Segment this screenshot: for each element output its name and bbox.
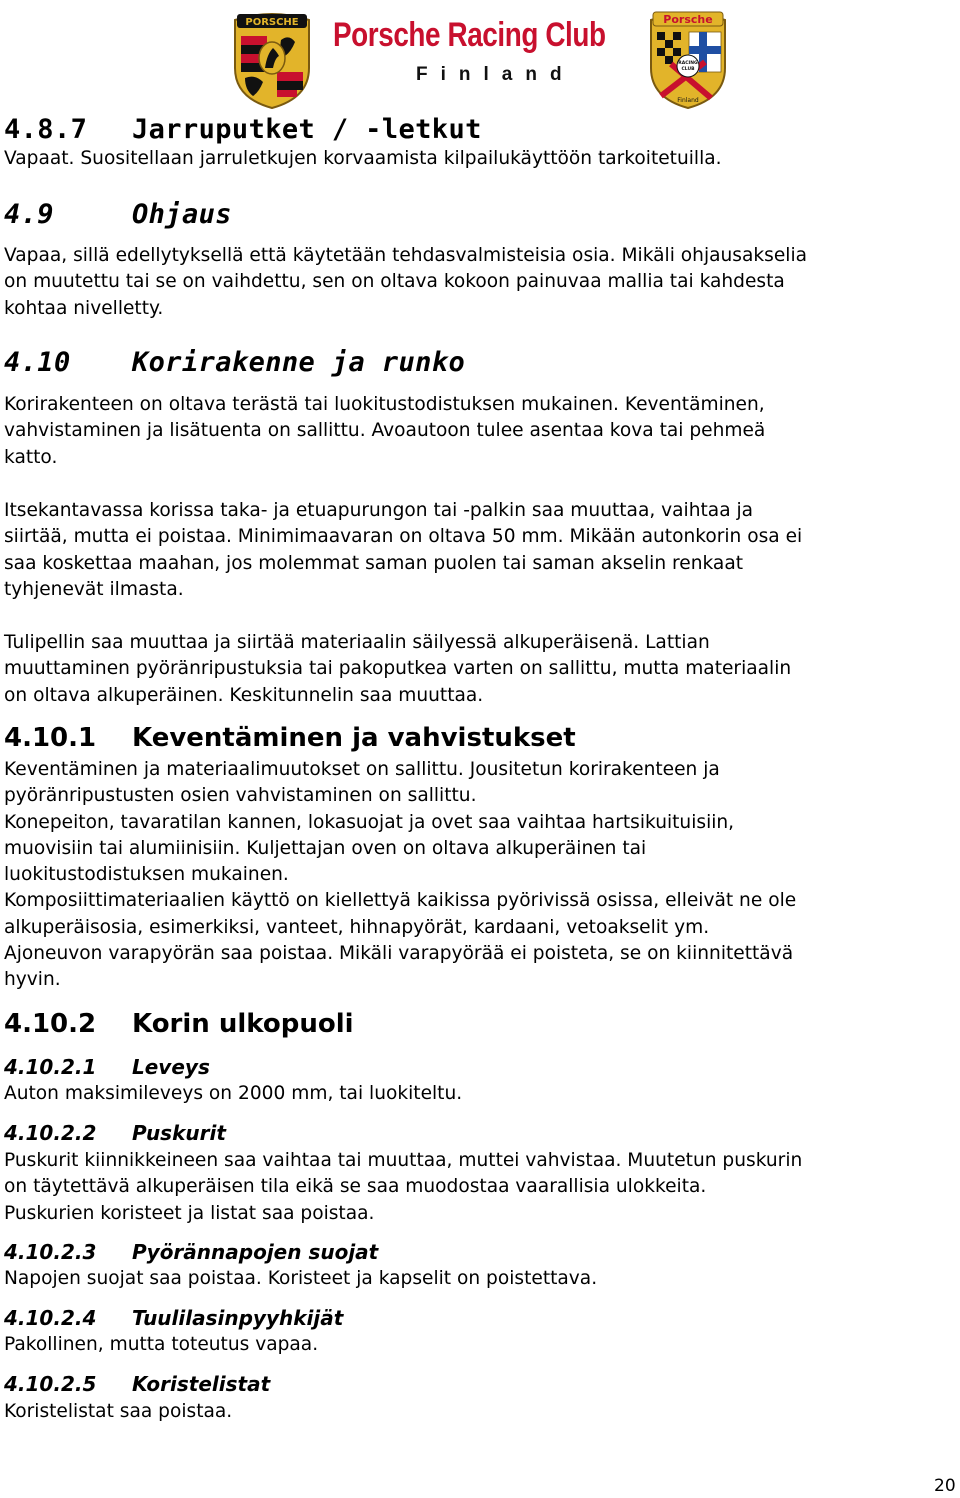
section-body-4-10-2-5 [4, 1399, 954, 1425]
club-country: Finland [416, 64, 575, 85]
section-heading-4-10-2-1 [4, 1055, 954, 1079]
text-line: on täytettävä alkuperäisen tila eikä se saa muodostaa vaarallisia ulokkeita. [4, 1176, 707, 1198]
text-line: saa koskettaa maahan, jos molemmat saman puolen tai saman akselin renkaat [4, 552, 744, 574]
text-line: muovisiin tai alumiinisiin. Kuljettajan oven on oltava alkuperäinen tai [4, 837, 647, 859]
section-number: 4.10.2.1 [4, 1055, 97, 1079]
section-heading-4-10-2-5 [4, 1372, 954, 1396]
section-number: 4.9 [4, 199, 54, 230]
text-line: Konepeiton, tavaratilan kannen, lokasuojat ja ovet saa vaihtaa hartsikuituisiin, [4, 811, 735, 833]
svg-text:Porsche: Porsche [663, 13, 713, 26]
text-line: Itsekantavassa korissa taka- ja etuapurungon tai -palkin saa muuttaa, vaihtaa ja [4, 500, 754, 521]
text-line: Tulipellin saa muuttaa ja siirtää materiaalin säilyessä alkuperäisenä. Lattian [4, 632, 710, 653]
section-body-4-10-2-3 [4, 1266, 954, 1292]
section-heading-4-10-1 [4, 723, 954, 753]
text-line: Pakollinen, mutta toteutus vapaa. [4, 1334, 319, 1355]
section-body-4-8-7 [4, 146, 954, 172]
text-line: muuttaminen pyöränripustuksia tai pakoputkea varten on sallittu, mutta materiaalin [4, 658, 792, 680]
section-number: 4.10.2 [4, 1009, 97, 1039]
section-title: Pyörännapojen suojat [132, 1240, 379, 1264]
section-title: Keventäminen ja vahvistukset [132, 723, 576, 753]
text-line: pyöränripustusten osien vahvistaminen on sallittu. [4, 785, 477, 807]
text-line: Vapaat. Suositellaan jarruletkujen korvaamista kilpailukäyttöön tarkoitetuilla. [4, 148, 722, 169]
section-body-4-10-2-2 [4, 1148, 954, 1227]
text-line: Auton maksimileveys on 2000 mm, tai luokiteltu. [4, 1083, 463, 1104]
section-title: Korin ulkopuoli [132, 1009, 354, 1039]
section-body-4-9 [4, 243, 954, 322]
text-line: Komposiittimateriaalien käyttö on kiellettyä kaikissa pyörivissä osissa, elleivät ne ole [4, 890, 797, 912]
page-header [0, 0, 960, 112]
text-line: tyhjenevät ilmasta. [4, 578, 184, 600]
section-heading-4-10-2-3 [4, 1240, 954, 1264]
paragraph [4, 630, 954, 709]
text-line: vahvistaminen ja lisätuenta on sallittu. Avoautoon tulee asentaa kova tai pehmeä [4, 420, 766, 442]
section-title: Koristelistat [132, 1372, 271, 1396]
text-line: alkuperäisosia, esimerkiksi, vanteet, hihnapyörät, kardaani, vetoakselit ym. [4, 916, 710, 938]
text-line: hyvin. [4, 969, 61, 991]
section-heading-4-10-2-4 [4, 1306, 954, 1330]
text-line: siirtää, mutta ei poistaa. Minimimaavaran on oltava 50 mm. Mikään autonkorin osa ei [4, 526, 803, 548]
paragraph [4, 392, 954, 471]
text-line: Napojen suojat saa poistaa. Koristeet ja kapselit on poistettava. [4, 1268, 598, 1289]
section-number: 4.10.2.4 [4, 1306, 97, 1330]
racing-club-crest-logo [647, 6, 729, 110]
section-number: 4.10.2.3 [4, 1240, 97, 1264]
section-title: Leveys [132, 1055, 210, 1079]
text-line: Keventäminen ja materiaalimuutokset on sallittu. Jousitetun korirakenteen ja [4, 759, 720, 780]
section-number: 4.10.1 [4, 723, 97, 753]
text-line: Ajoneuvon varapyörän saa poistaa. Mikäli varapyörää ei poisteta, se on kiinnitettävä [4, 943, 794, 965]
text-line: Koristelistat saa poistaa. [4, 1401, 233, 1422]
section-number: 4.10.2.5 [4, 1372, 97, 1396]
section-heading-4-9 [4, 199, 954, 230]
section-title: Puskurit [132, 1121, 226, 1145]
section-title: Jarruputket / -letkut [132, 114, 482, 145]
paragraph [4, 498, 954, 603]
section-title: Korirakenne ja runko [132, 347, 466, 378]
section-heading-4-10 [4, 347, 954, 378]
text-line: kohtaa nivelletty. [4, 297, 164, 319]
page-number: 20 [934, 1476, 956, 1496]
section-title: Ohjaus [132, 199, 232, 230]
porsche-crest-logo [231, 6, 313, 110]
text-line: Puskurit kiinnikkeineen saa vaihtaa tai muuttaa, muttei vahvistaa. Muutetun puskurin [4, 1150, 803, 1171]
section-title: Tuulilasinpyyhkijät [132, 1306, 344, 1330]
text-line: katto. [4, 446, 58, 468]
section-body-4-10-1 [4, 757, 954, 994]
section-number: 4.10.2.2 [4, 1121, 97, 1145]
section-number: 4.8.7 [4, 114, 88, 145]
section-heading-4-8-7 [4, 114, 954, 145]
text-line: Korirakenteen on oltava terästä tai luokitustodistuksen mukainen. Keventäminen, [4, 394, 765, 415]
text-line: luokitustodistuksen mukainen. [4, 864, 289, 886]
svg-text:PORSCHE: PORSCHE [245, 17, 299, 28]
text-line: on muutettu tai se on vaihdettu, sen on oltava kokoon painuvaa mallia tai kahdesta [4, 271, 785, 293]
club-name: Porsche Racing Club [333, 16, 606, 54]
text-line: Puskurien koristeet ja listat saa poistaa. [4, 1202, 375, 1224]
text-line: Vapaa, sillä edellytyksellä että käytetään tehdasvalmisteisia osia. Mikäli ohjausakselia [4, 245, 807, 266]
section-heading-4-10-2 [4, 1009, 954, 1039]
svg-text:Finland: Finland [677, 97, 699, 104]
section-number: 4.10 [4, 347, 71, 378]
svg-text:RACING: RACING [678, 61, 698, 66]
svg-text:CLUB: CLUB [681, 67, 695, 72]
section-body-4-10-2-4 [4, 1332, 954, 1358]
section-body-4-10-2-1 [4, 1081, 954, 1107]
text-line: on oltava alkuperäinen. Keskitunnelin saa muuttaa. [4, 684, 484, 706]
section-heading-4-10-2-2 [4, 1121, 954, 1145]
